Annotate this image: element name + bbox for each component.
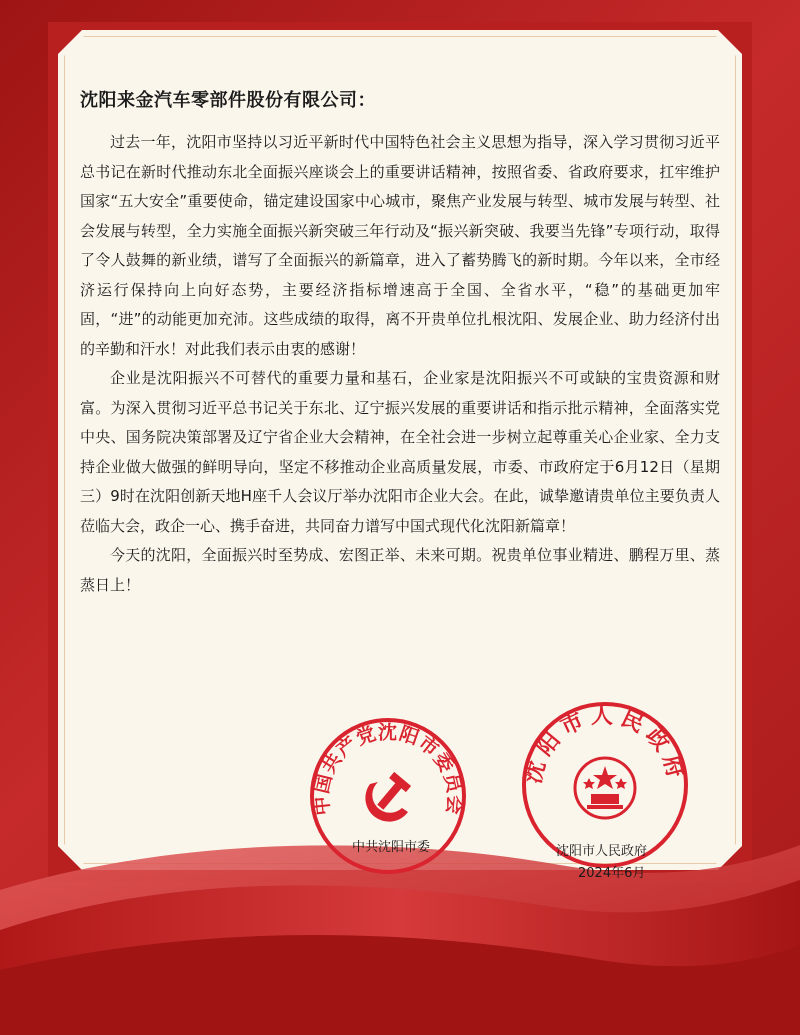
government-seal-ring-text: 沈阳市人民政府	[520, 703, 690, 787]
paragraph-2: 企业是沈阳振兴不可替代的重要力量和基石，企业家是沈阳振兴不可或缺的宝贵资源和财富。为深入贯彻习近平总书记关于东北、辽宁振兴发展的重要讲话和指示批示精神，全面落实党中央、国务院决策部署及辽宁省企业大会精神，在全社会进一步树立起尊重关心企业家、全力支持企业做大做强的鲜明导向，坚定不移推动企业高质量发展，市委、市政府定于6月12日（星期三）9时在沈阳创新天地H座千人会议厅举办沈阳市企业大会。在此，诚挚邀请贵单位主要负责人莅临大会，政企一心、携手奋进，共同奋力谱写中国式现代化沈阳新篇章！	[80, 369, 720, 535]
letter-date: 2024年6月	[578, 866, 646, 881]
government-seal-label: 沈阳市人民政府	[556, 844, 648, 859]
paragraph-3: 今天的沈阳，全面振兴时至势成、宏图正举、未来可期。祝贵单位事业精进、鹏程万里、蒸蒸日上！	[80, 546, 720, 594]
party-seal-label: 中共沈阳市委	[352, 840, 431, 855]
letter-body	[80, 88, 720, 600]
party-seal-ring-text: 中国共产党沈阳市委员会	[310, 721, 466, 817]
paragraph-1: 过去一年，沈阳市坚持以习近平新时代中国特色社会主义思想为指导，深入学习贯彻习近平总书记在新时代推动东北全面振兴座谈会上的重要讲话精神，按照省委、省政府要求，扛牢维护国家“五大安全”重要使命，锚定建设国家中心城市，聚焦产业发展与转型、城市发展与转型、社会发展与转型，全力实施全面振兴新突破三年行动及“振兴新突破、我要当先锋”专项行动，取得了令人鼓舞的新业绩，谱写了全面振兴的新篇章，进入了蓄势腾飞的新时期。今年以来，全市经济运行保持向上向好态势，主要经济指标增速高于全国、全省水平，“稳”的基础更加牢固，“进”的动能更加充沛。这些成绩的取得，离不开贵单位扎根沈阳、发展企业、助力经济付出的辛勤和汗水！对此我们表示由衷的感谢！	[80, 133, 720, 358]
national-emblem-icon	[575, 758, 635, 818]
hammer-sickle-icon	[365, 772, 411, 822]
salutation: 沈阳来金汽车零部件股份有限公司：	[80, 90, 376, 111]
